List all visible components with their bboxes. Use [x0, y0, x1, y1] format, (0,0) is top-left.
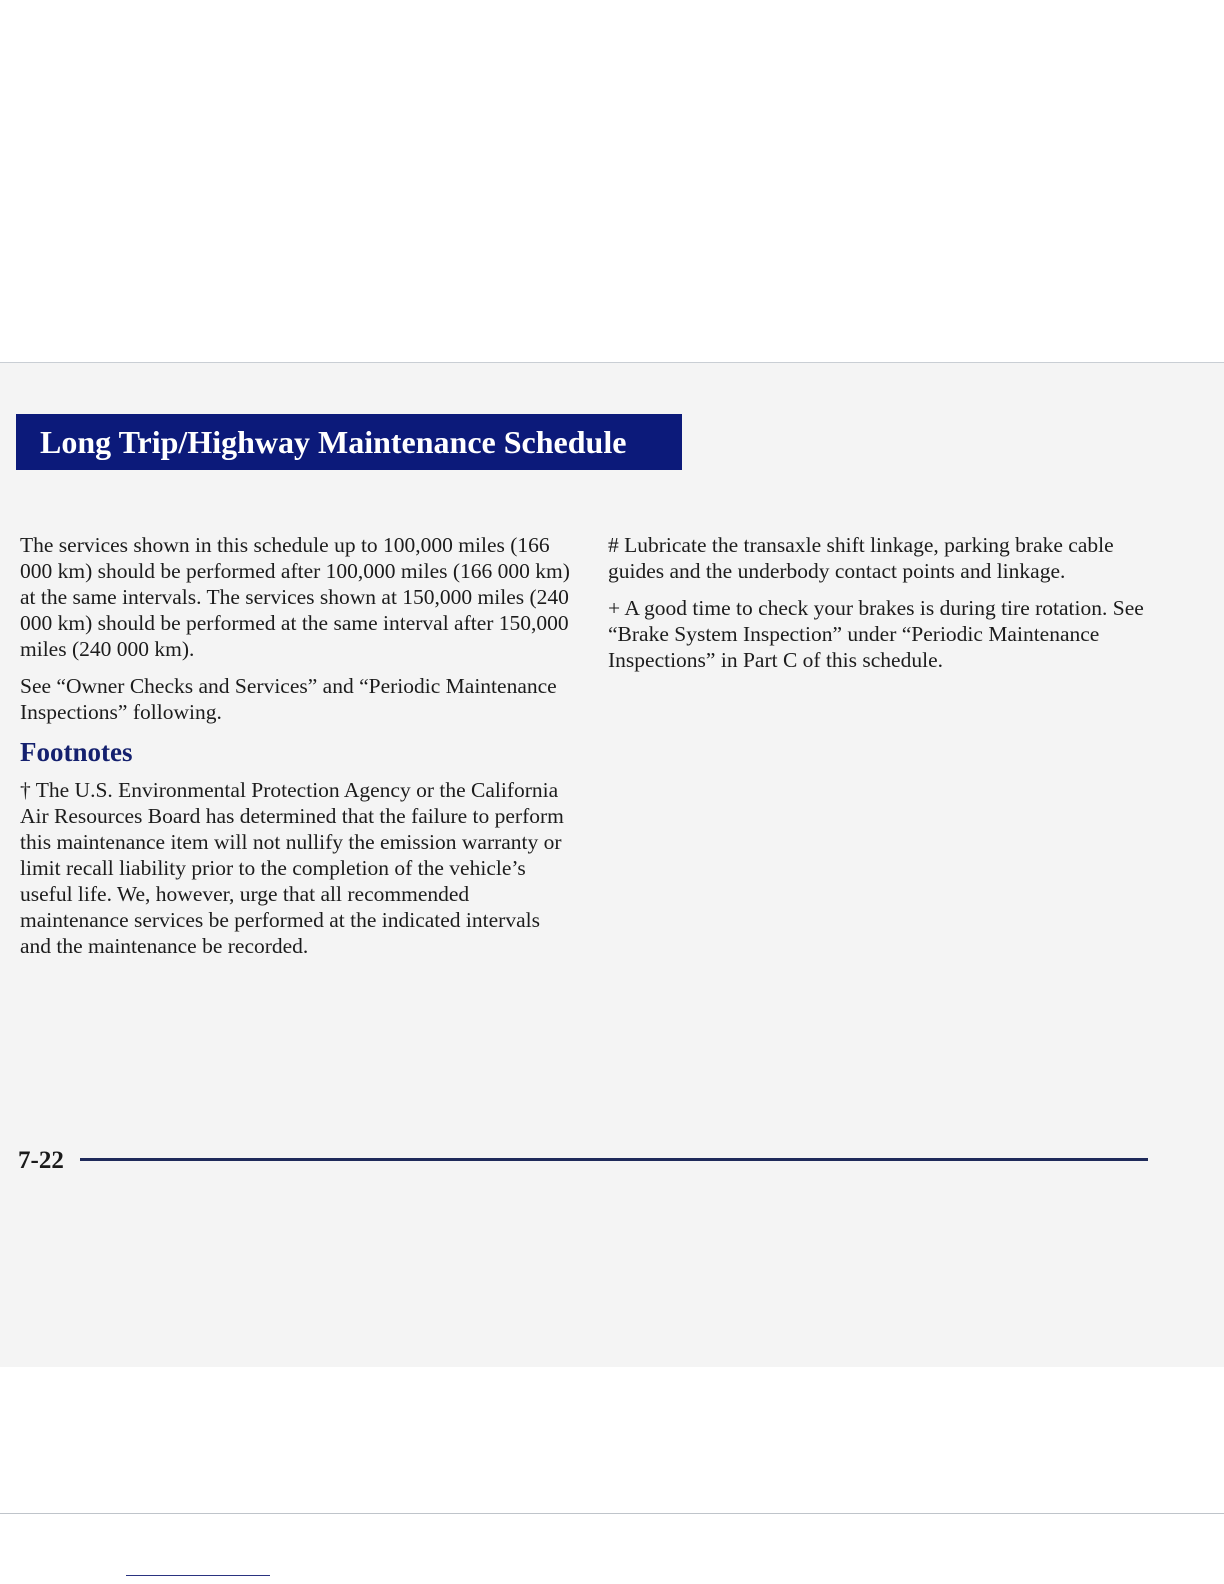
bottom-divider: [0, 1513, 1224, 1514]
stub-rule: [126, 1575, 270, 1576]
plus-footnote: + A good time to check your brakes is during tire rotation. See “Brake System Inspection” under “Periodic Maintenance Inspections” in Part C of this schedule.: [608, 596, 1144, 672]
page-title: Long Trip/Highway Maintenance Schedule: [40, 423, 627, 460]
page-number: 7-22: [18, 1147, 64, 1174]
right-column: [608, 532, 1168, 684]
footer-rule: [80, 1158, 1148, 1161]
left-column: [20, 532, 572, 970]
intro-paragraph: The services shown in this schedule up to 100,000 miles (166 000 km) should be performed after 100,000 miles (166 000 km) at the same intervals. The services shown at 150,000 miles (240 000 km) should be performed at the same interval after 150,000 miles (240 000 km).: [20, 533, 570, 661]
footnotes-heading: Footnotes: [20, 737, 133, 767]
dagger-footnote: † The U.S. Environmental Protection Agency or the California Air Resources Board has determined that the failure to perform this maintenance item will not nullify the emission warranty or limit recall liability prior to the completion of the vehicle’s useful life. We, however, urge that all recommended maintenance services be performed at the indicated intervals and the maintenance be recorded.: [20, 778, 564, 958]
title-banner: [16, 414, 682, 470]
hash-footnote: # Lubricate the transaxle shift linkage, parking brake cable guides and the underbody contact points and linkage.: [608, 533, 1114, 583]
see-also-paragraph: See “Owner Checks and Services” and “Periodic Maintenance Inspections” following.: [20, 674, 557, 724]
